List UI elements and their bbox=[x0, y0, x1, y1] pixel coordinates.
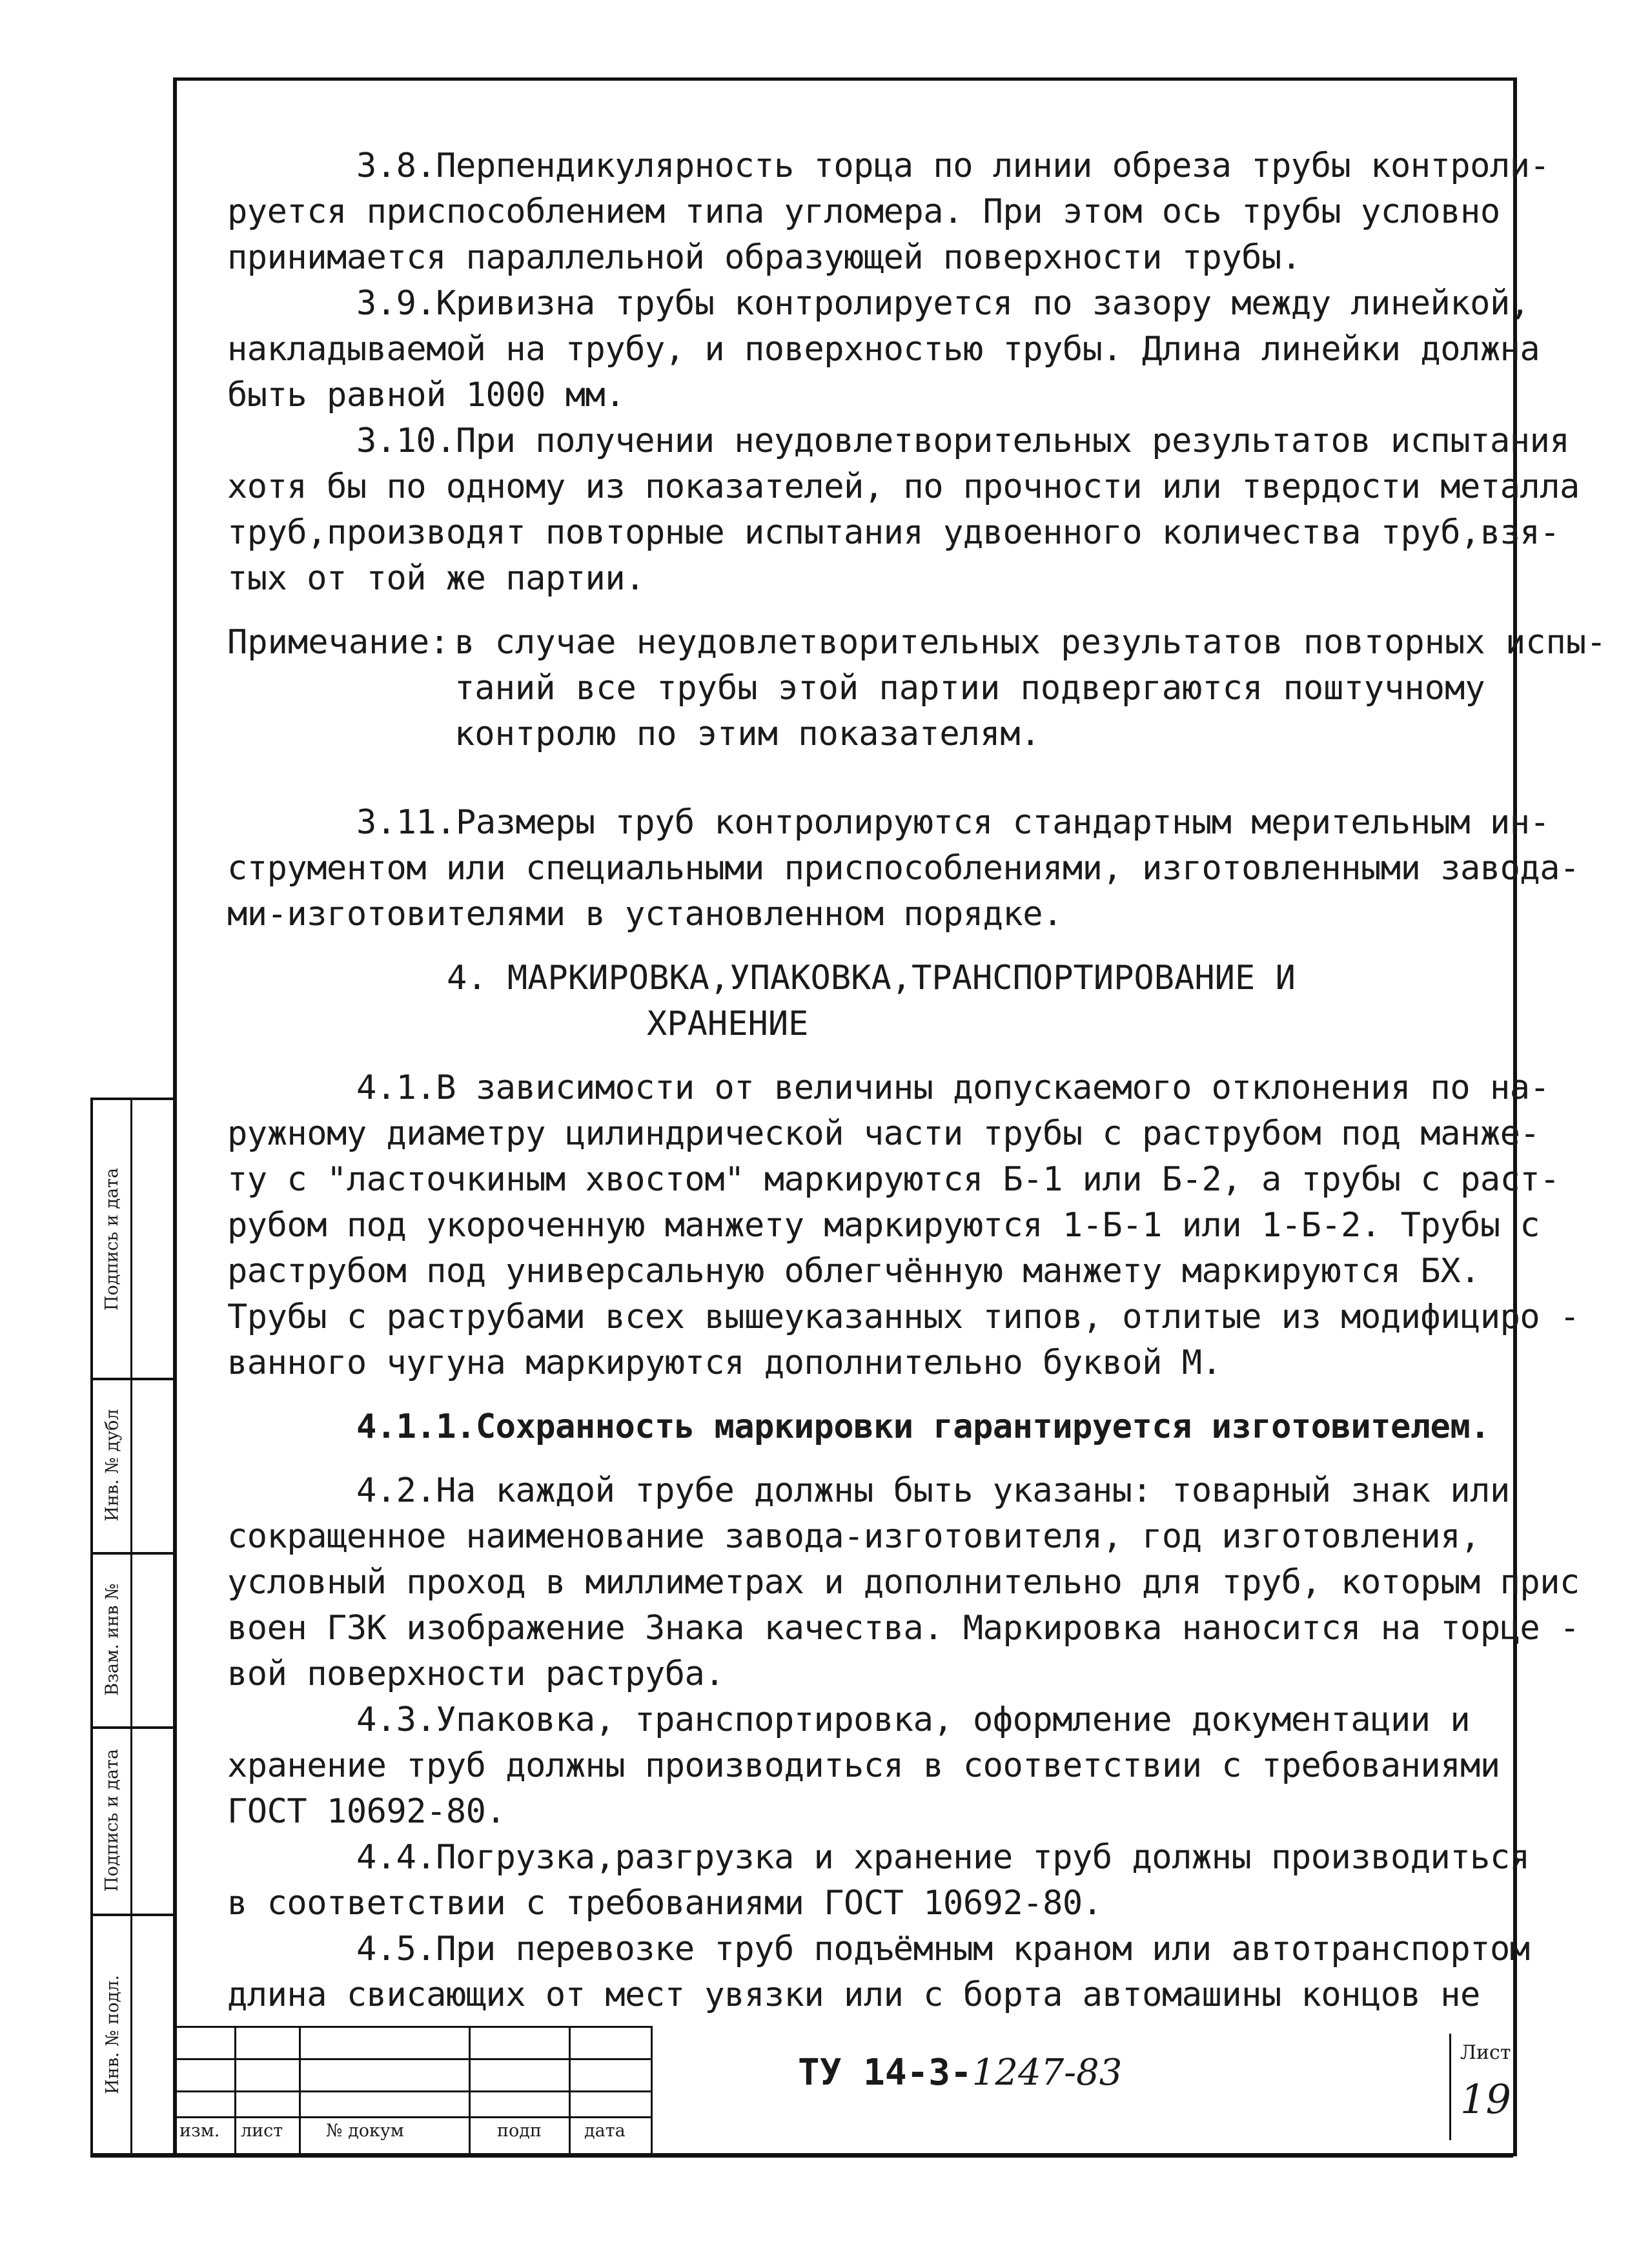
para-4-4-line2: в соответствии с требованиями ГОСТ 10692-80. bbox=[227, 1884, 1103, 1923]
para-3-10-line2: хотя бы по одному из показателей, по прочности или твердости металла bbox=[227, 467, 1580, 506]
para-4-1-line5: раструбом под универсальную облегчённую манжету маркируются БХ. bbox=[227, 1252, 1480, 1291]
para-4-1-1: 4.1.1.Сохранность маркировки гарантируется изготовителем. bbox=[356, 1407, 1490, 1446]
note-line1: в случае неудовлетворительных результатов повторных испы- bbox=[454, 623, 1607, 662]
para-3-8-line2: руется приспособлением типа угломера. При этом ось трубы условно bbox=[227, 192, 1500, 231]
para-4-1-line7: ванного чугуна маркируются дополнительно буквой М. bbox=[227, 1343, 1222, 1382]
note-label: Примечание: bbox=[227, 623, 450, 662]
stamp-signature-date-2: Подпись и дата bbox=[102, 1748, 123, 1892]
para-4-1-line1: 4.1.В зависимости от величины допускаемого отклонения по на- bbox=[356, 1068, 1550, 1107]
col-change-label: изм. bbox=[179, 2121, 220, 2141]
stamp-signature-date-1: Подпись и дата bbox=[102, 1167, 123, 1311]
para-4-1-line4: рубом под укороченную манжету маркируются 1-Б-1 или 1-Б-2. Трубы с bbox=[227, 1206, 1540, 1245]
col-date-label: дата bbox=[584, 2121, 626, 2141]
note-line2: таний все трубы этой партии подвергаются поштучному bbox=[454, 669, 1485, 708]
para-4-3-line1: 4.3.Упаковка, транспортировка, оформление документации и bbox=[356, 1701, 1471, 1739]
para-4-1-line6: Трубы с раструбами всех вышеуказанных типов, отлитые из модифициро - bbox=[227, 1298, 1580, 1336]
para-3-10-line4: тых от той же партии. bbox=[227, 559, 645, 598]
col-sign-label: подп bbox=[497, 2121, 542, 2141]
para-4-5-line1: 4.5.При перевозке труб подъёмным краном или автотранспортом bbox=[356, 1930, 1530, 1968]
para-4-3-line3: ГОСТ 10692-80. bbox=[227, 1792, 506, 1831]
col-doc-label: № докум bbox=[326, 2121, 404, 2141]
stamp-exchange-inv: Взам. инв № bbox=[102, 1582, 123, 1696]
para-4-2-line4: воен ГЗК изображение Знака качества. Маркировка наносится на торце - bbox=[227, 1609, 1580, 1648]
col-sheet-label: лист bbox=[241, 2121, 283, 2141]
para-3-8-line3: принимается параллельной образующей поверхности трубы. bbox=[227, 238, 1301, 277]
side-stamp bbox=[90, 1098, 176, 2156]
para-4-1-line3: ту с "ласточкиным хвостом" маркируются Б-1 или Б-2, а трубы с раст- bbox=[227, 1160, 1560, 1199]
para-3-11-line1: 3.11.Размеры труб контролируются стандартным мерительным ин- bbox=[356, 803, 1550, 842]
para-4-3-line2: хранение труб должны производиться в соответствии с требованиями bbox=[227, 1746, 1500, 1785]
sheet-number: 19 bbox=[1460, 2076, 1511, 2123]
document-code-handwritten: 1247-83 bbox=[972, 2052, 1123, 2094]
note-line3: контролю по этим показателям. bbox=[454, 715, 1041, 753]
document-body bbox=[227, 143, 1607, 2018]
section-4-heading-line2: ХРАНЕНИЕ bbox=[647, 1005, 809, 1043]
para-3-9-line2: накладываемой на трубу, и поверхностью трубы. Длина линейки должна bbox=[227, 330, 1540, 369]
section-4-heading-line1: 4. МАРКИРОВКА,УПАКОВКА,ТРАНСПОРТИРОВАНИЕ И bbox=[447, 959, 1296, 997]
para-3-9-line3: быть равной 1000 мм. bbox=[227, 376, 626, 414]
para-4-5-line2: длина свисающих от мест увязки или с борта автомашины концов не bbox=[227, 1976, 1480, 2014]
para-3-8-line1: 3.8.Перпендикулярность торца по линии обреза трубы контроли- bbox=[356, 147, 1550, 185]
frame-bottom-rule bbox=[90, 2153, 1513, 2158]
para-4-2-line3: условный проход в миллиметрах и дополнительно для труб, которым прис bbox=[227, 1563, 1580, 1602]
para-3-11-line3: ми-изготовителями в установленном порядке. bbox=[227, 895, 1063, 934]
para-3-10-line3: труб,производят повторные испытания удвоенного количества труб,взя- bbox=[227, 513, 1560, 552]
para-3-10-line1: 3.10.При получении неудовлетворительных результатов испытания bbox=[356, 422, 1570, 460]
para-3-9-line1: 3.9.Кривизна трубы контролируется по зазору между линейкой, bbox=[356, 284, 1530, 323]
para-4-4-line1: 4.4.Погрузка,разгрузка и хранение труб должны производиться bbox=[356, 1838, 1530, 1877]
para-4-1-line2: ружному диаметру цилиндрической части трубы с раструбом под манже- bbox=[227, 1114, 1540, 1153]
sheet-label: Лист bbox=[1460, 2041, 1511, 2064]
stamp-inv-original: Инв. № подл. bbox=[102, 1975, 123, 2094]
para-4-2-line2: сокращенное наименование завода-изготовителя, год изготовления, bbox=[227, 1517, 1480, 1556]
document-code: ТУ 14-3-1247-83 bbox=[798, 2052, 1123, 2094]
note-block bbox=[227, 620, 1607, 757]
stamp-inv-dup: Инв. № дубл bbox=[102, 1409, 123, 1521]
para-4-2-line5: вой поверхности раструба. bbox=[227, 1655, 725, 1693]
para-4-2-line1: 4.2.На каждой трубе должны быть указаны: товарный знак или bbox=[356, 1471, 1510, 1510]
para-3-11-line2: струментом или специальными приспособлениями, изготовленными завода- bbox=[227, 849, 1580, 888]
